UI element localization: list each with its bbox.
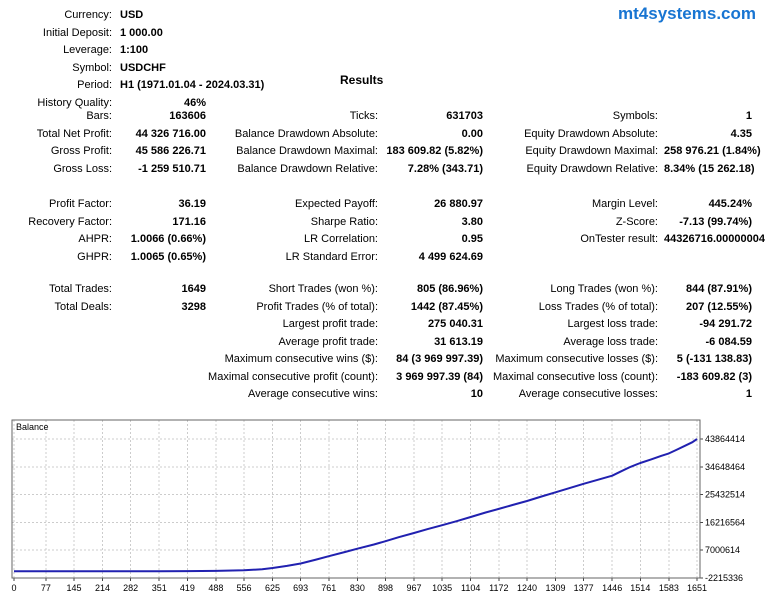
stat-label: Gross Loss: — [53, 162, 112, 175]
x-tick-label: 351 — [151, 583, 167, 593]
x-tick-label: 693 — [293, 583, 309, 593]
stat-label: GHPR: — [77, 250, 112, 263]
stat-value: 44326716.00000004 — [664, 233, 765, 245]
stat-value: 1.0066 (0.66%) — [130, 233, 206, 245]
balance-line — [14, 439, 697, 571]
stat-value: 44 326 716.00 — [135, 127, 206, 140]
x-tick-label: 556 — [236, 583, 252, 593]
history-quality-value: 46% — [183, 96, 206, 109]
x-tick-label: 0 — [11, 583, 17, 593]
stat-label: Largest loss trade: — [567, 318, 658, 330]
y-tick-label: 25432514 — [705, 489, 746, 500]
stat-value: 84 (3 969 997.39) — [396, 353, 483, 365]
stat-row — [0, 231, 765, 249]
stat-label: LR Standard Error: — [285, 250, 378, 263]
stat-value: 258 976.21 (1.84%) — [664, 145, 761, 157]
stat-label: Average consecutive wins: — [247, 388, 378, 400]
x-tick-label: 967 — [406, 583, 422, 593]
x-tick-label: 898 — [377, 583, 394, 593]
stat-value: 7.28% (343.71) — [407, 162, 483, 175]
balance-chart-svg — [0, 415, 765, 600]
x-tick-label: 77 — [40, 583, 51, 593]
symbol-label: Symbol: — [72, 61, 112, 74]
stat-value: 3.80 — [461, 215, 483, 228]
stat-value: 1 — [745, 110, 752, 122]
stat-row — [0, 108, 765, 126]
x-tick-label: 488 — [208, 583, 224, 593]
stat-row — [0, 369, 765, 387]
stat-value: 275 040.31 — [427, 318, 483, 330]
period-label: Period: — [77, 79, 112, 91]
x-tick-label: 282 — [123, 583, 139, 593]
stat-row — [0, 281, 765, 299]
x-tick-label: 625 — [265, 583, 281, 593]
stat-label: Maximum consecutive wins ($): — [224, 353, 378, 365]
stat-label: Balance Drawdown Relative: — [237, 162, 378, 175]
history-quality-label: History Quality: — [37, 96, 112, 109]
x-tick-label: 419 — [179, 583, 195, 593]
stat-label: Z-Score: — [615, 215, 658, 228]
stats-section-1 — [0, 108, 765, 178]
stat-row — [0, 161, 765, 179]
stats-section-2 — [0, 196, 765, 266]
stat-value: -1 259 510.71 — [138, 162, 206, 175]
stat-label: Expected Payoff: — [295, 198, 378, 210]
x-tick-label: 1446 — [602, 583, 623, 593]
stat-row — [0, 214, 765, 232]
stat-label: Recovery Factor: — [28, 215, 112, 228]
stat-row — [0, 143, 765, 161]
stat-value: 5 (-131 138.83) — [676, 353, 752, 365]
stat-label: Balance Drawdown Absolute: — [234, 127, 378, 140]
stat-label: Maximal consecutive profit (count): — [208, 370, 378, 383]
stat-label: Maximal consecutive loss (count): — [492, 370, 658, 383]
y-tick-label: 16216564 — [705, 517, 746, 528]
stat-value: 3 969 997.39 (84) — [396, 370, 483, 383]
leverage-label: Leverage: — [63, 44, 112, 56]
stat-row — [0, 386, 765, 404]
stat-label: Average loss trade: — [563, 335, 658, 348]
stat-label: Loss Trades (% of total): — [538, 300, 658, 313]
stat-label: Profit Trades (% of total): — [256, 300, 378, 313]
balance-series-label: Balance — [16, 422, 49, 432]
stat-label: Average consecutive losses: — [518, 388, 658, 400]
stat-label: AHPR: — [78, 233, 112, 245]
stat-value: -94 291.72 — [699, 318, 752, 330]
stat-value: 4.35 — [730, 127, 752, 140]
stat-label: Gross Profit: — [50, 145, 112, 157]
stat-label: Largest profit trade: — [282, 318, 378, 330]
balance-chart — [0, 415, 765, 600]
stat-value: 45 586 226.71 — [135, 145, 206, 157]
stat-label: Balance Drawdown Maximal: — [236, 145, 378, 157]
stat-label: Maximum consecutive losses ($): — [495, 353, 658, 365]
stat-value: 1 — [745, 388, 752, 400]
stats-section-3 — [0, 281, 765, 404]
initial-deposit-label: Initial Deposit: — [42, 26, 112, 39]
y-tick-label: 7000614 — [705, 545, 741, 556]
currency-value: USD — [120, 9, 144, 21]
stat-value: 1649 — [181, 283, 206, 295]
stat-label: OnTester result: — [580, 233, 658, 245]
x-tick-label: 1240 — [516, 583, 537, 593]
stat-value: 171.16 — [172, 215, 206, 228]
stat-label: Margin Level: — [591, 198, 658, 210]
stat-value: -7.13 (99.74%) — [679, 215, 752, 228]
stat-value: -6 084.59 — [705, 335, 752, 348]
stat-value: 36.19 — [178, 198, 206, 210]
x-tick-label: 214 — [95, 583, 111, 593]
x-tick-label: 1583 — [658, 583, 679, 593]
stat-value: -183 609.82 (3) — [676, 370, 752, 383]
initial-deposit-value: 1 000.00 — [120, 26, 163, 39]
chart-frame — [12, 420, 700, 578]
stat-row — [0, 196, 765, 214]
stat-label: Equity Drawdown Relative: — [526, 162, 658, 175]
stat-value: 10 — [470, 388, 483, 400]
stat-row — [0, 299, 765, 317]
stat-label: Short Trades (won %): — [268, 283, 378, 295]
y-tick-label: 43864414 — [705, 434, 746, 444]
stat-value: 445.24% — [708, 198, 752, 210]
stat-label: Equity Drawdown Absolute: — [524, 127, 658, 140]
stat-value: 1.0065 (0.65%) — [130, 250, 206, 263]
stat-row — [0, 126, 765, 144]
stat-label: LR Correlation: — [304, 233, 378, 245]
x-tick-label: 145 — [66, 583, 82, 593]
stat-label: Ticks: — [349, 110, 378, 122]
y-tick-label: -2215336 — [705, 573, 744, 583]
stat-value: 163606 — [169, 110, 206, 122]
stat-value: 0.95 — [461, 233, 483, 245]
stat-value: 631703 — [446, 110, 483, 122]
stat-label: Long Trades (won %): — [550, 283, 658, 295]
stat-value: 26 880.97 — [434, 198, 483, 210]
stat-value: 3298 — [181, 300, 206, 313]
stat-value: 31 613.19 — [434, 335, 483, 348]
y-tick-label: 34648464 — [705, 461, 746, 472]
stat-row — [0, 351, 765, 369]
site-logo[interactable]: mt4systems.com — [618, 4, 756, 23]
results-title: Results — [340, 73, 384, 87]
stat-label: Total Net Profit: — [36, 127, 112, 140]
stat-label: Profit Factor: — [49, 198, 112, 210]
x-tick-label: 1035 — [432, 583, 453, 593]
stat-label: Equity Drawdown Maximal: — [525, 145, 658, 157]
x-tick-label: 1104 — [461, 583, 481, 593]
stat-label: Bars: — [86, 110, 112, 122]
stat-row — [0, 334, 765, 352]
stat-row — [0, 316, 765, 334]
stat-value: 183 609.82 (5.82%) — [386, 145, 483, 157]
x-tick-label: 830 — [349, 583, 365, 593]
stat-value: 4 499 624.69 — [418, 250, 483, 263]
period-value: H1 (1971.01.04 - 2024.03.31) — [120, 79, 265, 91]
stat-label: Sharpe Ratio: — [310, 215, 378, 228]
stat-label: Symbols: — [612, 110, 658, 122]
x-tick-label: 1651 — [686, 583, 708, 593]
stat-value: 0.00 — [461, 127, 483, 140]
stat-row — [0, 249, 765, 267]
stat-label: Average profit trade: — [278, 335, 378, 348]
x-tick-label: 1377 — [573, 583, 594, 593]
stat-value: 207 (12.55%) — [685, 300, 752, 313]
x-tick-label: 761 — [321, 583, 337, 593]
stat-label: Total Deals: — [54, 300, 112, 313]
leverage-value: 1:100 — [120, 44, 149, 56]
x-tick-label: 1172 — [489, 583, 509, 593]
stat-label: Total Trades: — [49, 283, 112, 295]
stat-value: 8.34% (15 262.18) — [664, 162, 755, 175]
currency-label: Currency: — [64, 9, 112, 21]
stat-value: 844 (87.91%) — [685, 283, 752, 295]
stat-value: 805 (86.96%) — [416, 283, 483, 295]
symbol-value: USDCHF — [120, 61, 166, 74]
stat-value: 1442 (87.45%) — [410, 300, 483, 313]
x-tick-label: 1514 — [630, 583, 651, 593]
x-tick-label: 1309 — [545, 583, 566, 593]
